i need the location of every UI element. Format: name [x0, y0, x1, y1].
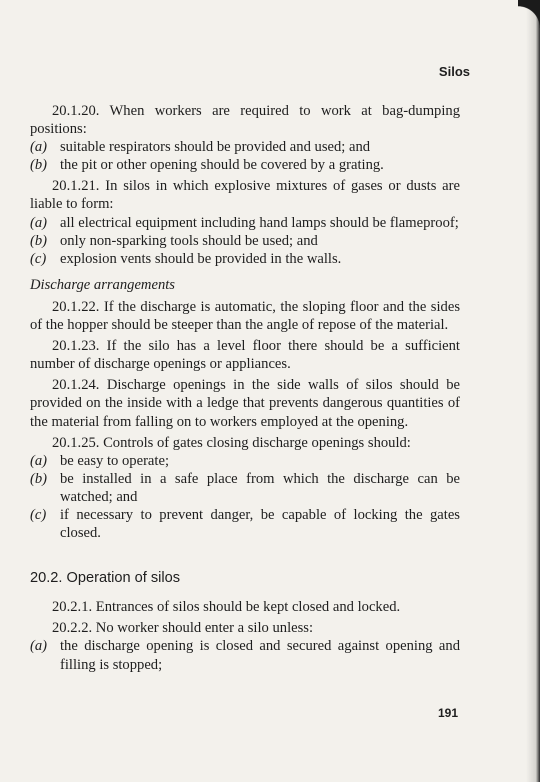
list-text: suitable respirators should be provided and used; and — [60, 139, 371, 156]
list-label: (b) — [30, 157, 48, 174]
subheading: Discharge arrangements — [30, 276, 175, 293]
list-item — [30, 232, 460, 250]
paragraph-20-2-2: 20.2.2. No worker should enter a silo unless: — [52, 620, 314, 637]
list-text: only non-sparking tools should be used; and — [60, 232, 318, 249]
paragraph-20-2-1: 20.2.1. Entrances of silos should be kept closed and locked. — [52, 599, 401, 616]
list-label: (a) — [30, 452, 48, 469]
list-item — [30, 214, 460, 232]
list-text: if necessary to prevent danger, be capable of locking the gates closed. — [60, 506, 460, 542]
list-label: (c) — [30, 250, 47, 267]
list-label: (c) — [30, 506, 47, 523]
page-body — [30, 102, 460, 674]
list-label: (a) — [30, 638, 48, 655]
page-number: 191 — [437, 706, 458, 720]
paragraph-20-1-21: 20.1.21. In silos in which explosive mixtures of gases or dusts are liable to form: — [30, 178, 460, 213]
list-label: (a) — [30, 214, 48, 231]
paragraph-20-1-22: 20.1.22. If the discharge is automatic, the sloping floor and the sides of the hopper should be steeper than the angle of repose of the material. — [30, 298, 460, 334]
list-item — [30, 452, 460, 470]
list-text: explosion vents should be provided in the walls. — [60, 250, 342, 267]
section-heading: 20.2. Operation of silos — [30, 570, 181, 587]
list-item — [30, 250, 460, 268]
paragraph-20-1-23: 20.1.23. If the silo has a level floor there should be a sufficient number of discharge openings or appliances. — [30, 338, 460, 373]
running-header: Silos — [438, 64, 470, 79]
list-text: be installed in a safe place from which the discharge can be watched; and — [60, 470, 460, 505]
list-item — [30, 637, 460, 673]
list-item — [30, 506, 460, 542]
paragraph-20-1-24: 20.1.24. Discharge openings in the side walls of silos should be provided on the inside with a ledge that prevents dangerous quantities of the material from falling on to workers employed at the opening. — [30, 377, 460, 430]
list-item — [30, 138, 460, 156]
paragraph-20-1-25: 20.1.25. Controls of gates closing discharge openings should: — [52, 434, 411, 451]
list-label: (b) — [30, 232, 48, 249]
list-label: (a) — [30, 139, 48, 156]
paragraph-20-1-20: 20.1.20. When workers are required to work at bag-dumping positions: — [30, 103, 460, 138]
page-corner — [518, 0, 540, 28]
list-item — [30, 470, 460, 506]
page-edge-shadow — [526, 0, 540, 782]
list-text: the discharge opening is closed and secured against opening and filling is stopped; — [60, 638, 460, 673]
list-label: (b) — [30, 470, 48, 487]
list-text: all electrical equipment including hand lamps should be flameproof; — [60, 214, 459, 231]
list-text: be easy to operate; — [60, 452, 169, 469]
list-item — [30, 156, 460, 174]
list-text: the pit or other opening should be covered by a grating. — [60, 157, 384, 174]
